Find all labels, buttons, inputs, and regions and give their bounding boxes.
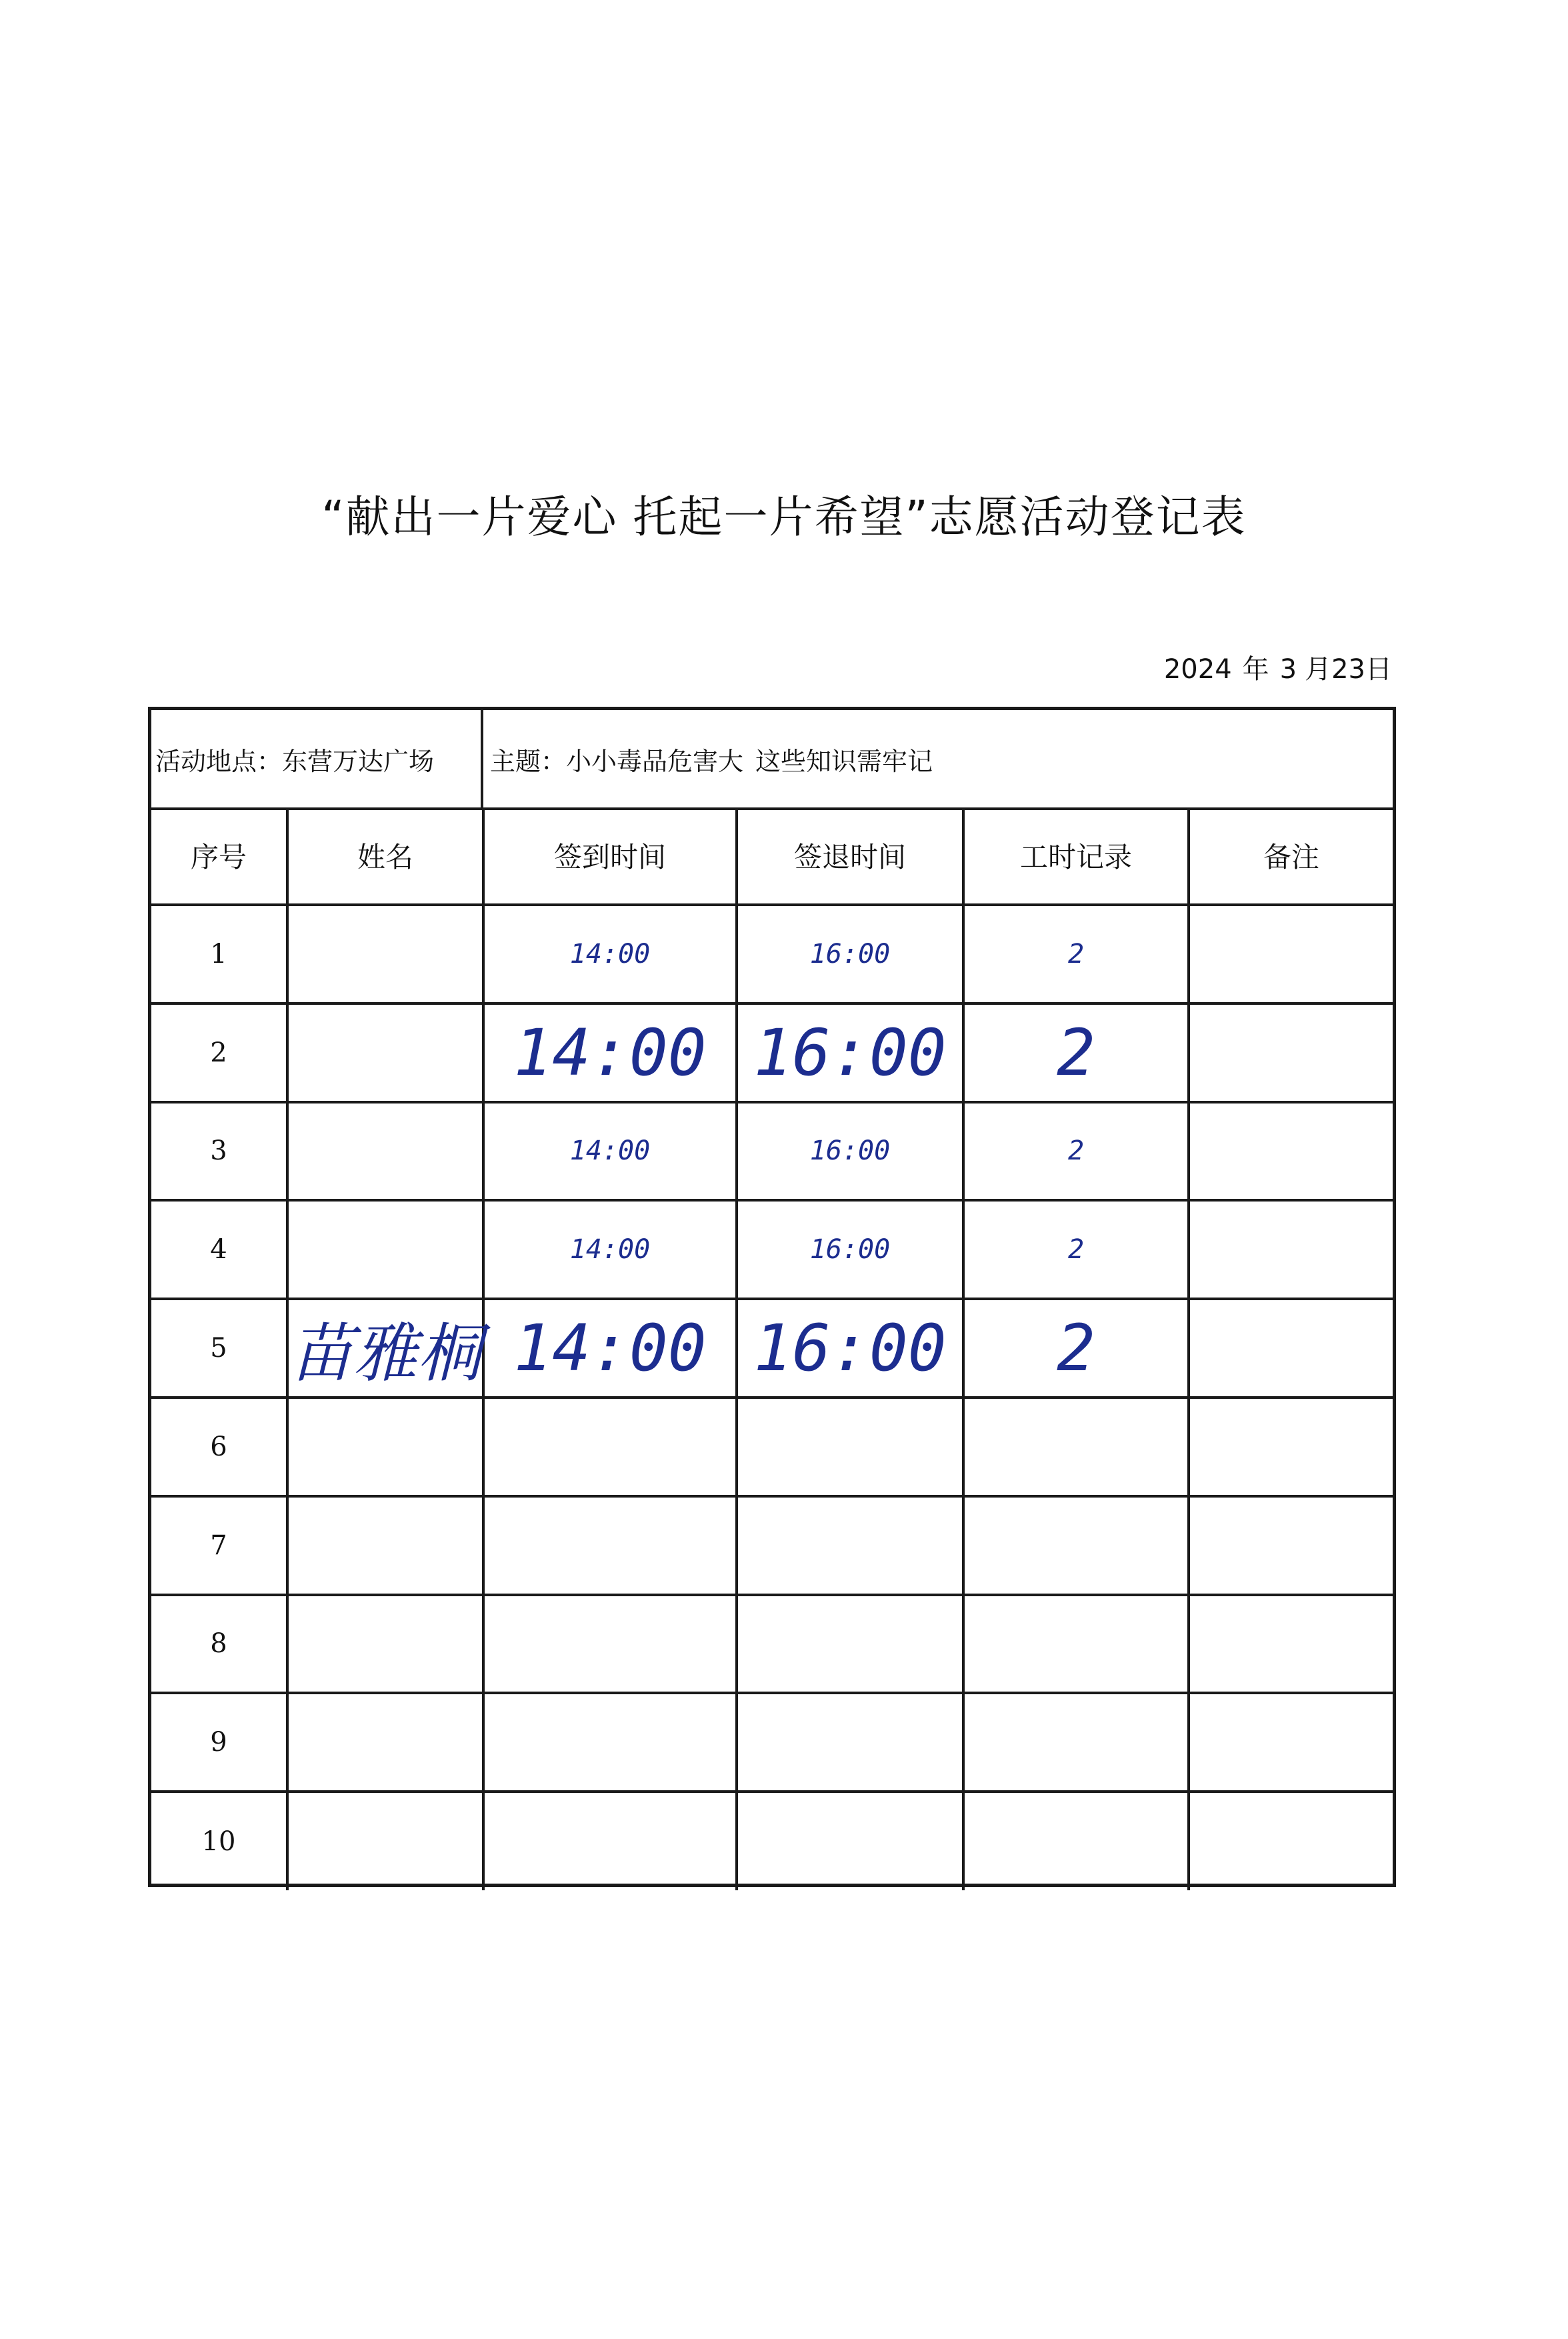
row-hours bbox=[963, 1792, 1189, 1890]
table-row bbox=[151, 1398, 1393, 1496]
row-no: 4 bbox=[151, 1200, 287, 1299]
table-row bbox=[151, 1595, 1393, 1694]
row-sign-out: 16:00 bbox=[737, 1003, 963, 1102]
form-date bbox=[1153, 648, 1392, 686]
header-note: 备注 bbox=[1189, 807, 1393, 905]
date-month-label: 月 bbox=[1305, 654, 1332, 685]
row-name bbox=[287, 1102, 483, 1201]
row-sign-out bbox=[737, 1693, 963, 1792]
row-name bbox=[287, 1693, 483, 1792]
header-no: 序号 bbox=[151, 807, 287, 905]
row-note bbox=[1189, 1102, 1393, 1201]
row-sign-out: 16:00 bbox=[737, 1102, 963, 1201]
row-sign-in bbox=[483, 1792, 737, 1890]
row-hours bbox=[963, 1496, 1189, 1595]
row-hours: 2 bbox=[963, 1102, 1189, 1201]
row-name: 苗雅桐 bbox=[287, 1299, 483, 1398]
row-note bbox=[1189, 1398, 1393, 1496]
table-row bbox=[151, 1792, 1393, 1890]
row-name bbox=[287, 1792, 483, 1890]
row-note bbox=[1189, 1200, 1393, 1299]
activity-location: 活动地点：东营万达广场 bbox=[151, 710, 483, 807]
row-sign-in bbox=[483, 1595, 737, 1694]
row-note bbox=[1189, 1595, 1393, 1694]
registration-sheet bbox=[148, 707, 1396, 1887]
table-row bbox=[151, 1496, 1393, 1595]
row-note bbox=[1189, 1299, 1393, 1398]
header-hours: 工时记录 bbox=[963, 807, 1189, 905]
table-row bbox=[151, 1693, 1393, 1792]
row-sign-in bbox=[483, 1693, 737, 1792]
row-note bbox=[1189, 1496, 1393, 1595]
row-sign-out bbox=[737, 1398, 963, 1496]
row-sign-in: 14:00 bbox=[483, 1299, 737, 1398]
row-name bbox=[287, 1003, 483, 1102]
row-hours: 2 bbox=[963, 1003, 1189, 1102]
header-row bbox=[151, 807, 1393, 905]
info-row bbox=[151, 710, 1393, 810]
row-sign-in bbox=[483, 1398, 737, 1496]
row-no: 9 bbox=[151, 1693, 287, 1792]
date-year-label: 年 bbox=[1242, 654, 1269, 685]
date-month: 3 bbox=[1279, 654, 1297, 685]
date-day: 23 bbox=[1331, 654, 1365, 685]
table-row bbox=[151, 1200, 1393, 1299]
row-sign-out bbox=[737, 1595, 963, 1694]
row-name bbox=[287, 1595, 483, 1694]
date-day-label: 日 bbox=[1365, 654, 1392, 685]
row-hours: 2 bbox=[963, 1200, 1189, 1299]
volunteer-table bbox=[151, 807, 1393, 1890]
row-sign-out: 16:00 bbox=[737, 1200, 963, 1299]
row-name bbox=[287, 1496, 483, 1595]
theme-part-2: 这些知识需牢记 bbox=[755, 746, 933, 776]
row-hours: 2 bbox=[963, 1299, 1189, 1398]
table-row bbox=[151, 905, 1393, 1003]
row-hours bbox=[963, 1595, 1189, 1694]
row-no: 10 bbox=[151, 1792, 287, 1890]
header-sign-in: 签到时间 bbox=[483, 807, 737, 905]
row-sign-in: 14:00 bbox=[483, 1200, 737, 1299]
row-name bbox=[287, 1200, 483, 1299]
row-note bbox=[1189, 905, 1393, 1003]
row-sign-out: 16:00 bbox=[737, 1299, 963, 1398]
row-sign-in bbox=[483, 1496, 737, 1595]
row-note bbox=[1189, 1693, 1393, 1792]
row-sign-out bbox=[737, 1496, 963, 1595]
row-sign-out: 16:00 bbox=[737, 905, 963, 1003]
row-note bbox=[1189, 1792, 1393, 1890]
row-hours bbox=[963, 1693, 1189, 1792]
row-no: 6 bbox=[151, 1398, 287, 1496]
row-no: 1 bbox=[151, 905, 287, 1003]
header-sign-out: 签退时间 bbox=[737, 807, 963, 905]
row-sign-in: 14:00 bbox=[483, 1102, 737, 1201]
row-sign-out bbox=[737, 1792, 963, 1890]
activity-theme bbox=[483, 710, 1393, 807]
row-hours bbox=[963, 1398, 1189, 1496]
row-name bbox=[287, 905, 483, 1003]
row-no: 3 bbox=[151, 1102, 287, 1201]
table-row bbox=[151, 1003, 1393, 1102]
row-hours: 2 bbox=[963, 905, 1189, 1003]
header-name: 姓名 bbox=[287, 807, 483, 905]
row-no: 5 bbox=[151, 1299, 287, 1398]
row-note bbox=[1189, 1003, 1393, 1102]
row-sign-in: 14:00 bbox=[483, 905, 737, 1003]
row-no: 2 bbox=[151, 1003, 287, 1102]
row-sign-in: 14:00 bbox=[483, 1003, 737, 1102]
theme-part-1: 小小毒品危害大 bbox=[566, 746, 744, 776]
date-year: 2024 bbox=[1163, 654, 1232, 685]
table-row bbox=[151, 1102, 1393, 1201]
row-no: 8 bbox=[151, 1595, 287, 1694]
theme-label: 主题： bbox=[490, 746, 567, 776]
form-title: “献出一片爱心 托起一片希望”志愿活动登记表 bbox=[321, 491, 1247, 543]
row-name bbox=[287, 1398, 483, 1496]
row-no: 7 bbox=[151, 1496, 287, 1595]
table-row bbox=[151, 1299, 1393, 1398]
